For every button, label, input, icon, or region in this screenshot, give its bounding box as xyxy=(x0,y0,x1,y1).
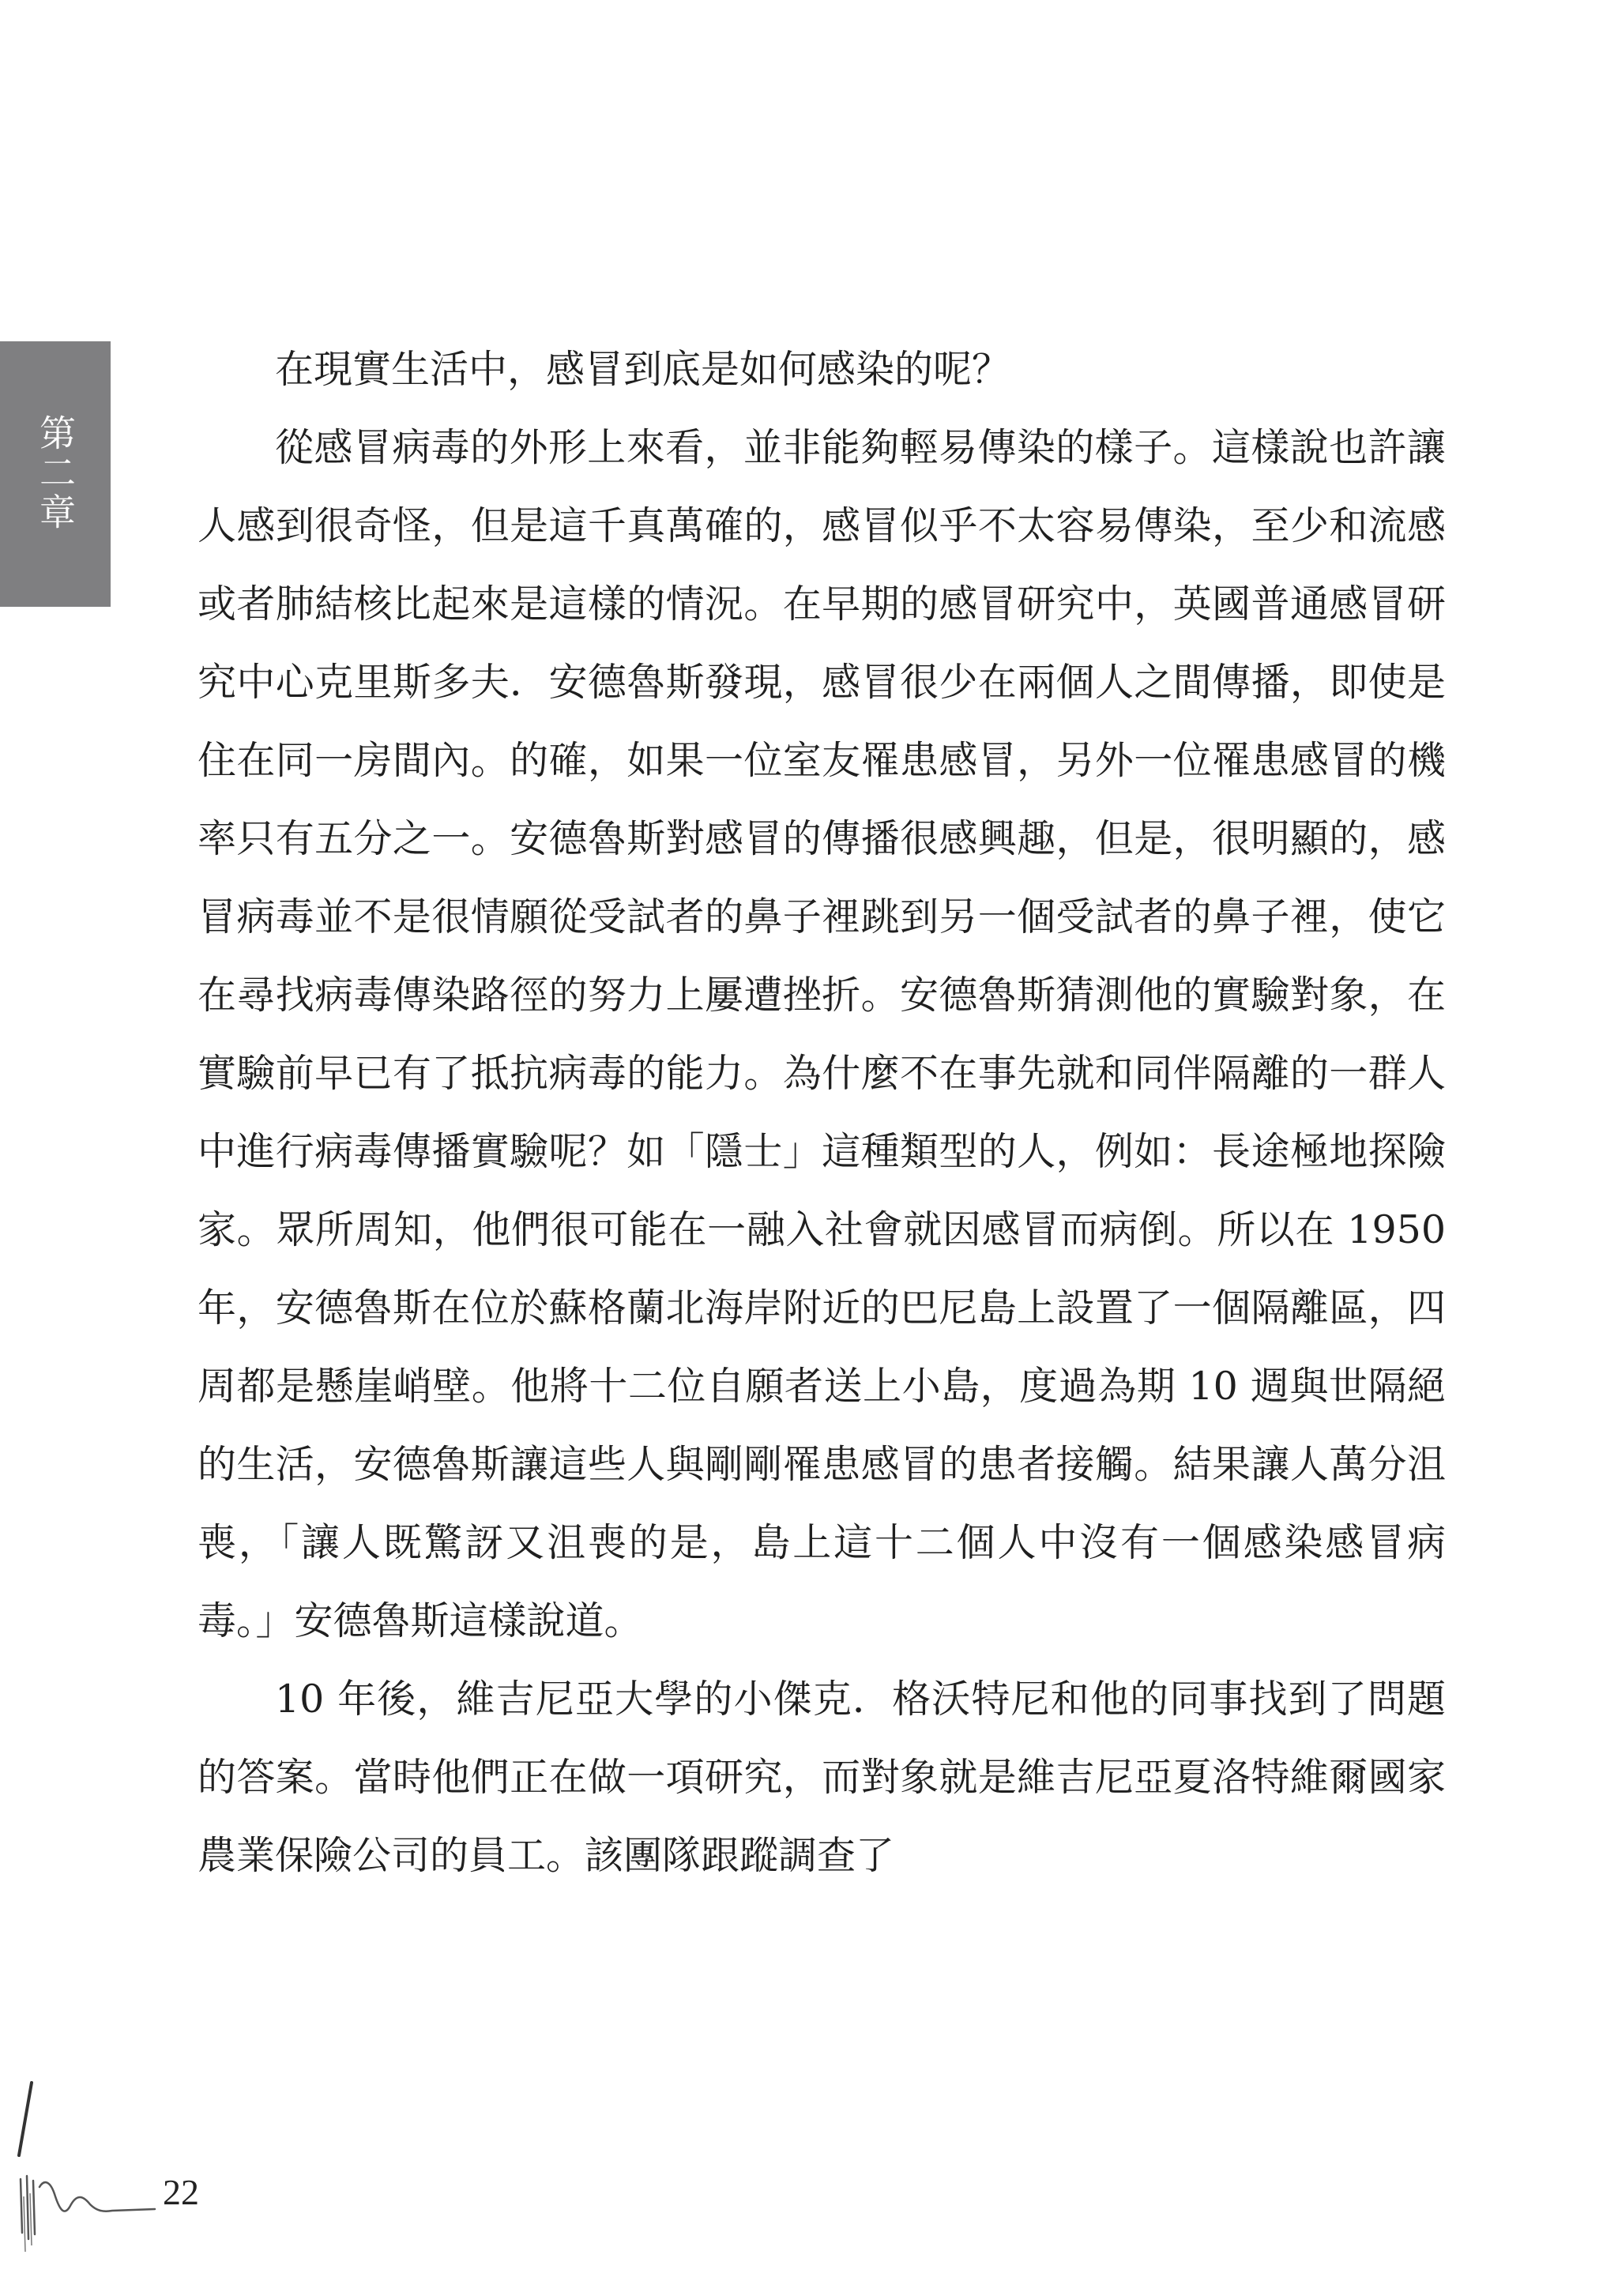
chapter-tab xyxy=(0,341,111,607)
paragraph-3: 10 年後，維吉尼亞大學的小傑克．格沃特尼和他的同事找到了問題的答案。當時他們正在做一項研究，而對象就是維吉尼亞夏洛特維爾國家農業保險公司的員工。該團隊跟蹤調查了 xyxy=(198,1677,1446,1878)
chapter-tab-label: 第二章 xyxy=(34,414,77,533)
scribble-line-icon xyxy=(14,2078,156,2260)
paragraph-1: 在現實生活中，感冒到底是如何感染的呢？ xyxy=(275,347,1011,392)
paragraph-2: 從感冒病毒的外形上來看，並非能夠輕易傳染的樣子。這樣說也許讓人感到很奇怪，但是這千真萬確的，感冒似乎不太容易傳染，至少和流感或者肺結核比起來是這樣的情況。在早期的感冒研究中，英國普通感冒研究中心克里斯多夫．安德魯斯發現，感冒很少在兩個人之間傳播，即使是住在同一房間內。的確，如果一位室友罹患感冒，另外一位罹患感冒的機率只有五分之一。安德魯斯對感冒的傳播很感興趣，但是，很明顯的，感冒病毒並不是很情願從受試者的鼻子裡跳到另一個受試者的鼻子裡，使它在尋找病毒傳染路徑的努力上屢遭挫折。安德魯斯猜測他的實驗對象，在實驗前早已有了抵抗病毒的能力。為什麼不在事先就和同伴隔離的一群人中進行病毒傳播實驗呢？如「隱士」這種類型的人，例如：長途極地探險家。眾所周知，他們很可能在一融入社會就因感冒而病倒。所以在 1950 年，安德魯斯在位於蘇格蘭北海岸附近的巴尼島上設置了一個隔離區，四周都是懸崖峭壁。他將十二位自願者送上小島，度過為期 10 週與世隔絕的生活，安德魯斯讓這些人與剛剛罹患感冒的患者接觸。結果讓人萬分沮喪，「讓人既驚訝又沮喪的是，島上這十二個人中沒有一個感染感冒病毒。」安德魯斯這樣說道。 xyxy=(198,425,1446,1643)
page-number: 22 xyxy=(163,2172,199,2212)
body-text xyxy=(198,330,1446,1895)
